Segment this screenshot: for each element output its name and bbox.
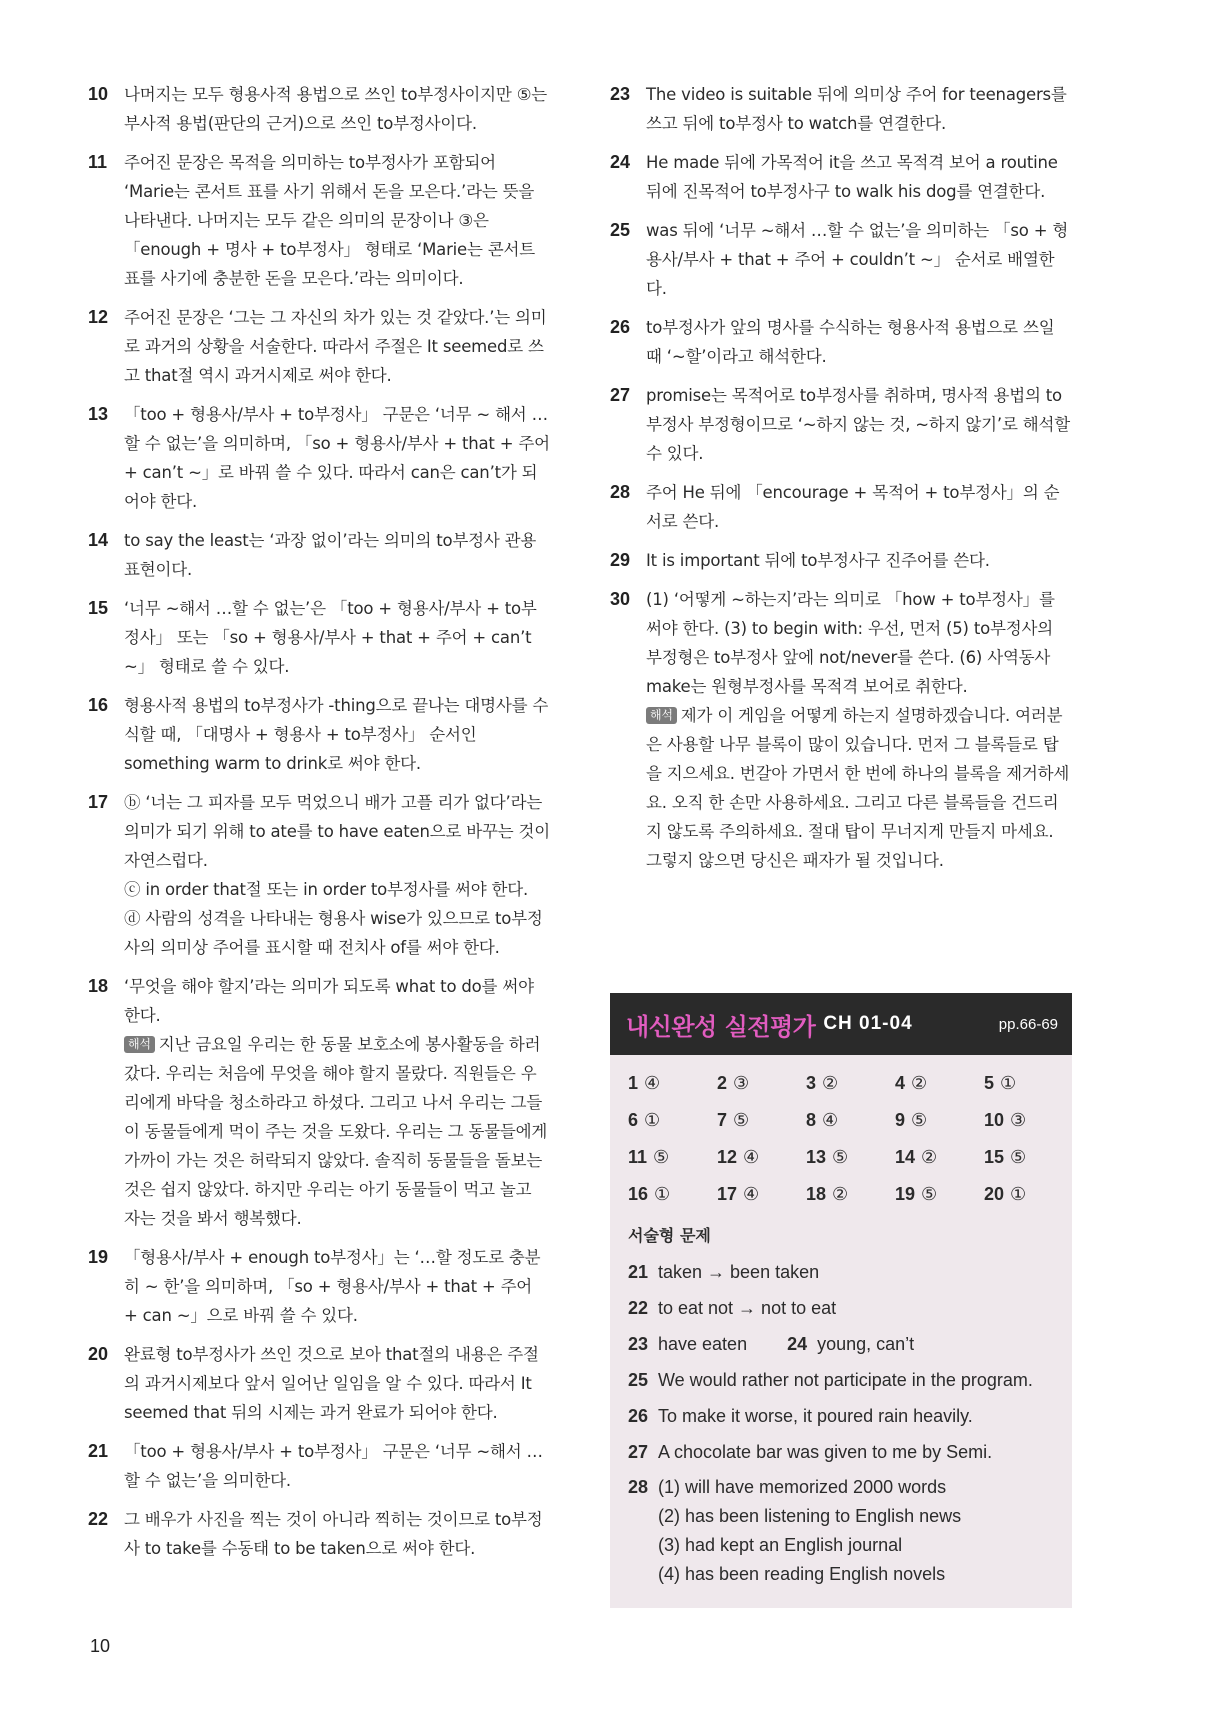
answer-key-box — [610, 993, 1072, 1608]
answer-choice: ⑤ — [733, 1110, 750, 1130]
answer-choice: ④ — [644, 1073, 661, 1093]
explanation-item-23 — [610, 80, 1072, 138]
answer-cell — [628, 1069, 717, 1097]
item-text: 「형용사/부사 + enough to부정사」는 ‘…할 정도로 충분히 ~ 한’을 의미하며, 「so + 형용사/부사 + that + 주어 + can ~」으로 바꿔 쓸 수 있다. — [124, 1248, 541, 1325]
translation-text: 제가 이 게임을 어떻게 하는지 설명하겠습니다. 여러분은 사용할 나무 블록이 많이 있습니다. 먼저 그 블록들로 탑을 지으세요. 번갈아 가면서 한 번에 하나의 블록을 제거하세요. 오직 한 손만 사용하세요. 그리고 다른 블록들을 건드리지 않도록 주의하세요. 절대 탑이 무너지게 만들지 마세요. 그렇지 않으면 당신은 패자가 될 것입니다. — [646, 706, 1070, 870]
answer-number: 16 — [628, 1184, 649, 1204]
answer-choice: ① — [1000, 1073, 1017, 1093]
item-number: 25 — [610, 220, 631, 240]
answer-cell — [984, 1180, 1073, 1208]
explanation-item-16 — [88, 691, 550, 778]
item-text: 주어 He 뒤에 「encourage + 목적어 + to부정사」의 순서로 쓴다. — [646, 483, 1060, 531]
answer-number: 22 — [628, 1298, 649, 1318]
answer-number: 2 — [717, 1073, 728, 1093]
answer-cell — [628, 1143, 717, 1171]
answer-choice: ⑤ — [921, 1184, 938, 1204]
explanation-item-10 — [88, 80, 550, 138]
item-text: was 뒤에 ‘너무 ~해서 …할 수 없는’을 의미하는 「so + 형용사/부사 + that + 주어 + couldn’t ~」 순서로 배열한다. — [646, 221, 1069, 298]
answer-number: 7 — [717, 1110, 728, 1130]
item-number: 27 — [610, 385, 631, 405]
answer-choice: ② — [832, 1184, 849, 1204]
answer-number: 20 — [984, 1184, 1005, 1204]
answer-cell — [984, 1143, 1073, 1171]
answer-number: 12 — [717, 1147, 738, 1167]
answer-cell — [895, 1069, 984, 1097]
answer-choice: ⑤ — [1010, 1147, 1027, 1167]
answer-choice: ④ — [743, 1184, 760, 1204]
answer-line: (4) has been reading English novels — [658, 1564, 946, 1584]
answer-line: (1) will have memorized 2000 words — [658, 1477, 947, 1497]
explanation-item-13 — [88, 400, 550, 516]
answer-cell — [717, 1106, 806, 1134]
item-number: 19 — [88, 1247, 109, 1267]
answer-number: 1 — [628, 1073, 639, 1093]
answer-text: A chocolate bar was given to me by Semi. — [658, 1442, 993, 1462]
item-number: 20 — [88, 1344, 109, 1364]
answer-line: (3) had kept an English journal — [658, 1535, 903, 1555]
answer-choice: ② — [921, 1147, 938, 1167]
answer-cell — [628, 1106, 717, 1134]
answer-text: taken → been taken — [658, 1262, 820, 1282]
written-answer-22 — [628, 1290, 1072, 1326]
answer-choice: ⑤ — [653, 1147, 670, 1167]
item-text: (1) ‘어떻게 ~하는지’라는 의미로 「how + to부정사」를 써야 한다. (3) to begin with: 우선, 먼저 (5) to부정사의 부정형은 to부정사 앞에 not/never를 쓴다. (6) 사역동사 make는 원형부정사를 목적격 보어로 취한다. — [646, 590, 1055, 696]
answer-choice: ② — [822, 1073, 839, 1093]
answer-text: We would rather not participate in the program. — [658, 1370, 1033, 1390]
item-text: 나머지는 모두 형용사적 용법으로 쓰인 to부정사이지만 ⑤는 부사적 용법(판단의 근거)으로 쓰인 to부정사이다. — [124, 85, 548, 133]
right-column — [610, 80, 1072, 885]
item-number: 29 — [610, 550, 631, 570]
written-answer-21 — [628, 1254, 1072, 1290]
answer-number: 24 — [787, 1334, 808, 1354]
answer-number: 6 — [628, 1110, 639, 1130]
written-section-heading: 서술형 문제 — [628, 1226, 711, 1245]
answer-choice: ② — [911, 1073, 928, 1093]
answer-number: 13 — [806, 1147, 827, 1167]
answer-number: 4 — [895, 1073, 906, 1093]
item-text: ⓑ ‘너는 그 피자를 모두 먹었으니 배가 고플 리가 없다’라는 의미가 되기 위해 to ate를 to have eaten으로 바꾸는 것이 자연스럽다. — [124, 793, 550, 870]
answer-number: 9 — [895, 1110, 906, 1130]
answer-number: 5 — [984, 1073, 995, 1093]
answer-choice: ⑤ — [832, 1147, 849, 1167]
item-number: 10 — [88, 84, 109, 104]
explanation-item-14 — [88, 526, 550, 584]
item-number: 16 — [88, 695, 109, 715]
translation-text: 지난 금요일 우리는 한 동물 보호소에 봉사활동을 하러 갔다. 우리는 처음에 무엇을 해야 할지 몰랐다. 직원들은 우리에게 바닥을 청소하라고 하셨다. 그리고 나서 우리는 그들이 동물들에게 먹이 주는 것을 도왔다. 우리는 그 동물들에게 가까이 가는 것은 허락되지 않았다. 솔직히 동물들을 돌보는 것은 쉽지 않았다. 하지만 우리는 아기 동물들이 먹고 놀고 자는 것을 봐서 행복했다. — [124, 1035, 548, 1228]
item-number: 23 — [610, 84, 631, 104]
item-number: 30 — [610, 589, 631, 609]
explanation-item-27 — [610, 381, 1072, 468]
answer-cell — [806, 1106, 895, 1134]
answer-choice: ⑤ — [911, 1110, 928, 1130]
page-number: 10 — [90, 1636, 111, 1656]
item-number: 15 — [88, 598, 109, 618]
answer-text: have eaten — [658, 1334, 748, 1354]
answer-key-title: 내신완성 실전평가 — [626, 1012, 816, 1041]
answer-number: 17 — [717, 1184, 738, 1204]
answer-number: 18 — [806, 1184, 827, 1204]
item-number: 12 — [88, 307, 109, 327]
answer-choice: ③ — [733, 1073, 750, 1093]
item-text: ‘너무 ~해서 …할 수 없는’은 「too + 형용사/부사 + to부정사」 또는 「so + 형용사/부사 + that + 주어 + can’t ~」 형태로 쓸 수 있다. — [124, 599, 537, 676]
answer-text: to eat not → not to eat — [658, 1298, 837, 1318]
answer-cell — [984, 1106, 1073, 1134]
explanation-item-17 — [88, 788, 550, 962]
answer-number: 28 — [628, 1477, 649, 1497]
item-number: 14 — [88, 530, 109, 550]
answer-choice: ① — [1010, 1184, 1027, 1204]
written-answer-28 — [628, 1470, 1072, 1589]
explanation-item-25 — [610, 216, 1072, 303]
answer-number: 27 — [628, 1442, 649, 1462]
item-subpoint: ⓒ in order that절 또는 in order to부정사를 써야 한다. — [124, 880, 529, 899]
written-answer-23-24 — [628, 1326, 1072, 1362]
answer-cell — [895, 1106, 984, 1134]
explanation-item-28 — [610, 478, 1072, 536]
answer-number: 14 — [895, 1147, 916, 1167]
item-number: 18 — [88, 976, 109, 996]
item-text: It is important 뒤에 to부정사구 진주어를 쓴다. — [646, 551, 990, 570]
written-answer-26 — [628, 1398, 1072, 1434]
explanation-item-11 — [88, 148, 550, 293]
answer-cell — [628, 1180, 717, 1208]
answer-cell — [806, 1069, 895, 1097]
item-number: 13 — [88, 404, 109, 424]
answer-cell — [717, 1180, 806, 1208]
explanation-item-12 — [88, 303, 550, 390]
translation-block — [124, 1030, 550, 1233]
answer-choice: ① — [644, 1110, 661, 1130]
item-number: 21 — [88, 1441, 109, 1461]
item-text: 형용사적 용법의 to부정사가 -thing으로 끝나는 대명사를 수식할 때, 「대명사 + 형용사 + to부정사」 순서인 something warm to drink로 써야 한다. — [124, 696, 549, 773]
answer-cell — [895, 1180, 984, 1208]
answer-choice: ③ — [1010, 1110, 1027, 1130]
answer-number: 11 — [628, 1147, 648, 1167]
explanation-item-29 — [610, 546, 1072, 575]
explanation-item-20 — [88, 1340, 550, 1427]
answer-number: 25 — [628, 1370, 649, 1390]
answer-grid — [610, 1055, 1072, 1208]
answer-key-header — [610, 993, 1072, 1055]
answer-number: 19 — [895, 1184, 916, 1204]
answer-key-pages: pp.66-69 — [998, 1015, 1058, 1033]
translation-block — [646, 701, 1072, 875]
item-text: 완료형 to부정사가 쓰인 것으로 보아 that절의 내용은 주절의 과거시제보다 앞서 일어난 일임을 알 수 있다. 따라서 It seemed that 뒤의 시제는 과거 완료가 되어야 한다. — [124, 1345, 539, 1422]
left-column — [88, 80, 550, 1573]
answer-choice: ① — [654, 1184, 671, 1204]
item-text: promise는 목적어로 to부정사를 취하며, 명사적 용법의 to부정사 부정형이므로 ‘~하지 않는 것, ~하지 않기’로 해석할 수 있다. — [646, 386, 1070, 463]
answer-number: 3 — [806, 1073, 817, 1093]
item-text: 「too + 형용사/부사 + to부정사」 구문은 ‘너무 ~ 해서 … 할 수 없는’을 의미하며, 「so + 형용사/부사 + that + 주어 + can’t ~」로 바꿔 쓸 수 있다. 따라서 can은 can’t가 되어야 한다. — [124, 405, 550, 511]
explanation-item-19 — [88, 1243, 550, 1330]
explanation-item-22 — [88, 1505, 550, 1563]
item-text: He made 뒤에 가목적어 it을 쓰고 목적격 보어 a routine 뒤에 진목적어 to부정사구 to walk his dog를 연결한다. — [646, 153, 1058, 201]
written-answer-25 — [628, 1362, 1072, 1398]
answer-number: 23 — [628, 1334, 649, 1354]
item-number: 26 — [610, 317, 631, 337]
answer-number: 21 — [628, 1262, 649, 1282]
item-text: to say the least는 ‘과장 없이’라는 의미의 to부정사 관용 표현이다. — [124, 531, 537, 579]
answer-number: 8 — [806, 1110, 817, 1130]
item-text: 주어진 문장은 ‘그는 그 자신의 차가 있는 것 같았다.’는 의미로 과거의 상황을 서술한다. 따라서 주절은 It seemed로 쓰고 that절 역시 과거시제로 써야 한다. — [124, 308, 547, 385]
answer-cell — [984, 1069, 1073, 1097]
translation-badge: 해석 — [646, 707, 677, 724]
item-text: ‘무엇을 해야 할지’라는 의미가 되도록 what to do를 써야 한다. — [124, 977, 534, 1025]
answer-cell — [717, 1069, 806, 1097]
translation-badge: 해석 — [124, 1036, 155, 1053]
item-number: 24 — [610, 152, 631, 172]
answer-number: 15 — [984, 1147, 1005, 1167]
explanation-item-21 — [88, 1437, 550, 1495]
explanation-item-15 — [88, 594, 550, 681]
item-number: 17 — [88, 792, 109, 812]
answer-number: 26 — [628, 1406, 649, 1426]
answer-choice: ④ — [822, 1110, 839, 1130]
item-number: 28 — [610, 482, 631, 502]
item-number: 22 — [88, 1509, 109, 1529]
item-text: 주어진 문장은 목적을 의미하는 to부정사가 포함되어 ‘Marie는 콘서트 표를 사기 위해서 돈을 모은다.’라는 뜻을 나타낸다. 나머지는 모두 같은 의미의 문장이나 ③은 「enough + 명사 + to부정사」 형태로 ‘Marie는 콘서트 표를 사기에 충분한 돈을 모은다.’라는 의미이다. — [124, 153, 536, 288]
item-text: 그 배우가 사진을 찍는 것이 아니라 찍히는 것이므로 to부정사 to take를 수동태 to be taken으로 써야 한다. — [124, 1510, 543, 1558]
explanation-item-24 — [610, 148, 1072, 206]
answer-cell — [806, 1180, 895, 1208]
item-number: 11 — [88, 152, 108, 172]
item-text: 「too + 형용사/부사 + to부정사」 구문은 ‘너무 ~해서 …할 수 없는’을 의미한다. — [124, 1442, 543, 1490]
explanation-item-18 — [88, 972, 550, 1233]
item-text: The video is suitable 뒤에 의미상 주어 for teenagers를 쓰고 뒤에 to부정사 to watch를 연결한다. — [646, 85, 1067, 133]
written-answer-27 — [628, 1434, 1072, 1470]
answer-line: (2) has been listening to English news — [658, 1506, 962, 1526]
answer-cell — [717, 1143, 806, 1171]
answer-text: To make it worse, it poured rain heavily. — [658, 1406, 973, 1426]
explanation-item-30 — [610, 585, 1072, 875]
explanation-item-26 — [610, 313, 1072, 371]
answer-choice: ④ — [743, 1147, 760, 1167]
answer-number: 10 — [984, 1110, 1005, 1130]
answer-key-chapter: CH 01-04 — [823, 1013, 913, 1034]
answer-cell — [895, 1143, 984, 1171]
item-subpoint: ⓓ 사람의 성격을 나타내는 형용사 wise가 있으므로 to부정사의 의미상 주어를 표시할 때 전치사 of를 써야 한다. — [124, 909, 543, 957]
answer-text: young, can’t — [817, 1334, 915, 1354]
answer-cell — [806, 1143, 895, 1171]
item-text: to부정사가 앞의 명사를 수식하는 형용사적 용법으로 쓰일 때 ‘~할’이라고 해석한다. — [646, 318, 1055, 366]
